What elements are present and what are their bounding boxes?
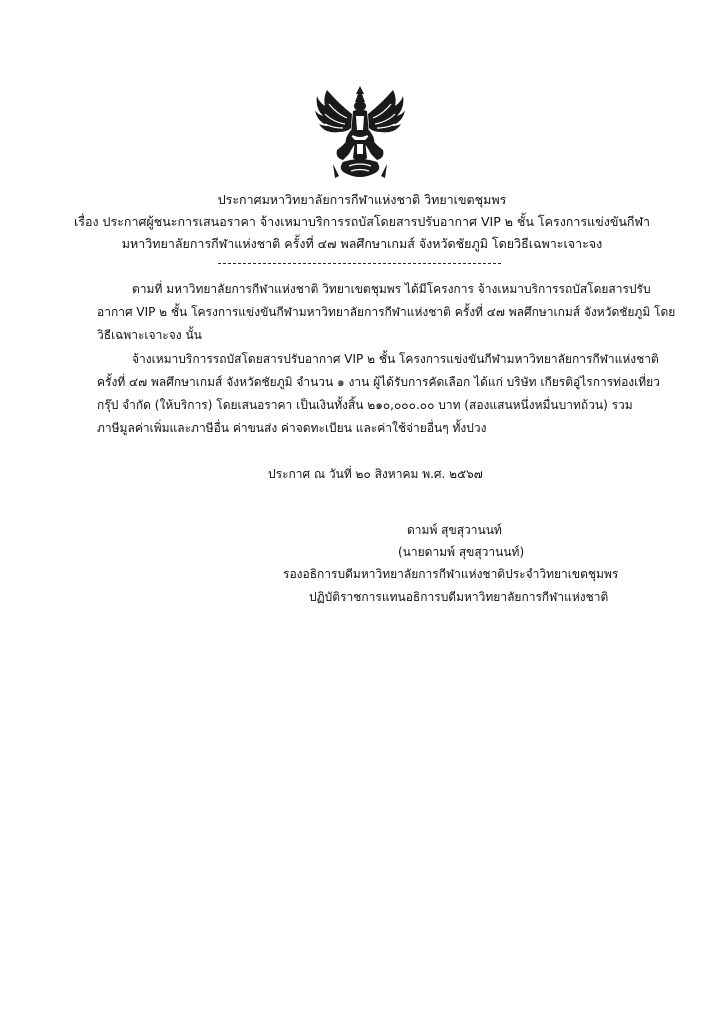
body-para1-line-2: อากาศ VIP ๒ ชั้น โครงการแข่งขันกีฬามหาวิทยาลัยการกีฬาแห่งชาติ ครั้งที่ ๔๗ พลศึกษาเกมส์ จังหวัดชัยภูมิ โดย bbox=[97, 305, 676, 319]
announcement-title: ประกาศมหาวิทยาลัยการกีฬาแห่งชาติ วิทยาเขตชุมพร bbox=[217, 192, 507, 207]
announcement-subject-line-2: มหาวิทยาลัยการกีฬาแห่งชาติ ครั้งที่ ๔๗ พลศึกษาเกมส์ จังหวัดชัยภูมิ โดยวิธีเฉพาะเจาะจง bbox=[121, 236, 603, 251]
signature-position-1: รองอธิการบดีมหาวิทยาลัยการกีฬาแห่งชาติประจำวิทยาเขตชุมพร bbox=[283, 567, 619, 581]
signature-full-name: (นายดามพ์ สุขสุวานนท์) bbox=[398, 545, 525, 559]
body-para2-line-4: ภาษีมูลค่าเพิ่มและภาษีอื่น ค่าขนส่ง ค่าจดทะเบียน และค่าใช้จ่ายอื่นๆ ทั้งปวง bbox=[97, 421, 487, 435]
body-para1-line-3: วิธีเฉพาะเจาะจง นั้น bbox=[97, 328, 202, 342]
announcement-date: ประกาศ ณ วันที่ ๒๐ สิงหาคม พ.ศ. ๒๕๖๗ bbox=[268, 467, 483, 481]
body-para2-line-1: จ้างเหมาบริการรถบัสโดยสารปรับอากาศ VIP ๒ ชั้น โครงการแข่งขันกีฬามหาวิทยาลัยการกีฬาแห่งชาติ bbox=[132, 352, 659, 366]
heading-divider bbox=[218, 263, 501, 264]
garuda-emblem-icon bbox=[313, 84, 407, 182]
body-para2-line-2: ครั้งที่ ๔๗ พลศึกษาเกมส์ จังหวัดชัยภูมิ จำนวน ๑ งาน ผู้ได้รับการคัดเลือก ได้แก่ บริษัท เกียรติอู่ไรการท่องเที่ยว bbox=[97, 375, 660, 389]
signature-position-2: ปฏิบัติราชการแทนอธิการบดีมหาวิทยาลัยการกีฬาแห่งชาติ bbox=[309, 590, 609, 604]
body-para2-line-3: กรุ๊ป จำกัด (ให้บริการ) โดยเสนอราคา เป็นเงินทั้งสิ้น ๒๑๐,๐๐๐.๐๐ บาท (สองแสนหนึ่งหมื่นบาทถ้วน) รวม bbox=[97, 398, 633, 412]
announcement-subject-line-1: เรื่อง ประกาศผู้ชนะการเสนอราคา จ้างเหมาบริการรถบัสโดยสารปรับอากาศ VIP ๒ ชั้น โครงการแข่งขันกีฬา bbox=[73, 214, 651, 229]
signature-signed-name: ดามพ์ สุขสุวานนท์ bbox=[407, 523, 502, 537]
body-para1-line-1: ตามที่ มหาวิทยาลัยการกีฬาแห่งชาติ วิทยาเขตชุมพร ได้มีโครงการ จ้างเหมาบริการรถบัสโดยสารปรับ bbox=[132, 282, 651, 296]
